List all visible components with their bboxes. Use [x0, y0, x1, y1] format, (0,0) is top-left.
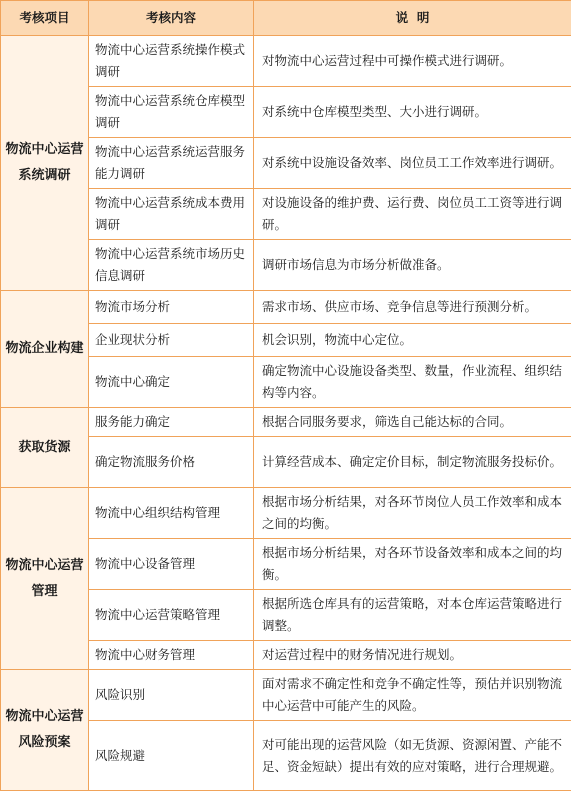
- item-cell: 物流中心财务管理: [89, 641, 254, 670]
- desc-cell: 对运营过程中的财务情况进行规划。: [254, 641, 571, 670]
- header-description: 说 明: [254, 1, 571, 36]
- item-cell: 物流中心运营系统操作模式调研: [89, 36, 254, 87]
- desc-cell: 确定物流中心设施设备类型、数量，作业流程、组织结构等内容。: [254, 357, 571, 408]
- table-row: [1, 36, 571, 87]
- item-cell: 确定物流服务价格: [89, 437, 254, 488]
- item-cell: 物流中心运营系统市场历史信息调研: [89, 240, 254, 291]
- category-cell: 物流中心运营风险预案: [1, 670, 89, 791]
- header-row: [1, 1, 571, 36]
- table-row: [1, 670, 571, 721]
- item-cell: 服务能力确定: [89, 408, 254, 437]
- desc-cell: 调研市场信息为市场分析做准备。: [254, 240, 571, 291]
- category-cell: 物流企业构建: [1, 291, 89, 408]
- desc-cell: 对物流中心运营过程中可操作模式进行调研。: [254, 36, 571, 87]
- category-cell: 物流中心运营管理: [1, 488, 89, 670]
- item-cell: 物流中心设备管理: [89, 539, 254, 590]
- item-cell: 物流中心运营系统仓库模型调研: [89, 87, 254, 138]
- desc-cell: 对系统中设施设备效率、岗位员工工作效率进行调研。: [254, 138, 571, 189]
- desc-cell: 根据合同服务要求，筛选自己能达标的合同。: [254, 408, 571, 437]
- table-row: [1, 488, 571, 539]
- desc-cell: 根据市场分析结果，对各环节设备效率和成本之间的均衡。: [254, 539, 571, 590]
- header-project: 考核项目: [1, 1, 89, 36]
- item-cell: 物流中心确定: [89, 357, 254, 408]
- desc-cell: 机会识别，物流中心定位。: [254, 324, 571, 357]
- desc-cell: 根据市场分析结果，对各环节岗位人员工作效率和成本之间的均衡。: [254, 488, 571, 539]
- desc-cell: 对设施设备的维护费、运行费、岗位员工工资等进行调研。: [254, 189, 571, 240]
- item-cell: 物流中心运营策略管理: [89, 590, 254, 641]
- desc-cell: 根据所选仓库具有的运营策略，对本仓库运营策略进行调整。: [254, 590, 571, 641]
- desc-cell: 对系统中仓库模型类型、大小进行调研。: [254, 87, 571, 138]
- item-cell: 风险规避: [89, 721, 254, 791]
- desc-cell: 需求市场、供应市场、竞争信息等进行预测分析。: [254, 291, 571, 324]
- item-cell: 物流中心组织结构管理: [89, 488, 254, 539]
- item-cell: 物流市场分析: [89, 291, 254, 324]
- item-cell: 物流中心运营系统运营服务能力调研: [89, 138, 254, 189]
- item-cell: 物流中心运营系统成本费用调研: [89, 189, 254, 240]
- desc-cell: 面对需求不确定性和竞争不确定性等，预估并识别物流中心运营中可能产生的风险。: [254, 670, 571, 721]
- category-cell: 获取货源: [1, 408, 89, 488]
- desc-cell: 对可能出现的运营风险（如无货源、资源闲置、产能不足、资金短缺）提出有效的应对策略，进行合理规避。: [254, 721, 571, 791]
- desc-cell: 计算经营成本、确定定价目标，制定物流服务投标价。: [254, 437, 571, 488]
- table-row: [1, 291, 571, 324]
- table-row: [1, 408, 571, 437]
- item-cell: 企业现状分析: [89, 324, 254, 357]
- item-cell: 风险识别: [89, 670, 254, 721]
- category-cell: 物流中心运营系统调研: [1, 36, 89, 291]
- header-content: 考核内容: [89, 1, 254, 36]
